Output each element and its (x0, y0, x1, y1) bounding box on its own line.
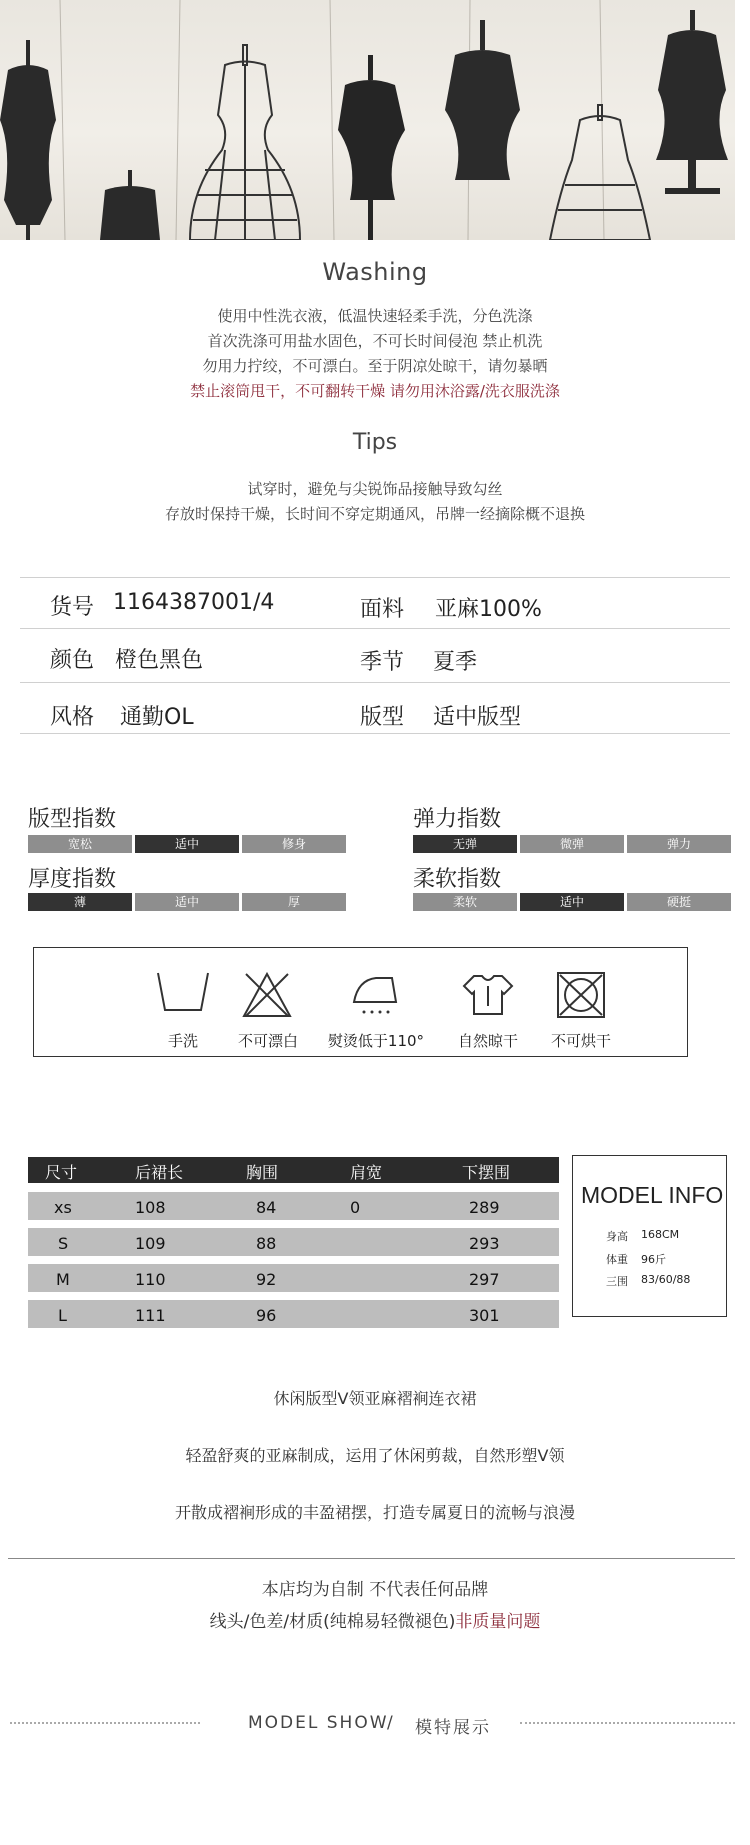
divider (20, 682, 730, 683)
table-cell: M (56, 1270, 70, 1289)
softness-index-option: 适中 (520, 893, 624, 911)
description-line: 开散成褶裥形成的丰盈裙摆，打造专属夏日的流畅与浪漫 (174, 1503, 575, 1522)
washing-warning-line: 禁止滚筒甩干，不可翻转干燥 请勿用沐浴露/洗衣服洗涤 (190, 382, 560, 400)
divider (8, 1558, 735, 1559)
care-label: 手洗 (167, 1032, 198, 1050)
model-weight-label: 体重 (606, 1253, 628, 1266)
color-value: 橙色黑色 (115, 648, 204, 673)
size-col-header: 下摆围 (462, 1163, 511, 1182)
table-row (28, 1300, 559, 1328)
fit-value: 适中版型 (433, 705, 522, 730)
table-cell: 289 (469, 1198, 500, 1217)
size-table-header (28, 1157, 559, 1183)
divider (20, 733, 730, 734)
dotted-divider (520, 1722, 735, 1724)
season-value: 夏季 (433, 650, 478, 675)
elastic-index-option: 无弹 (413, 835, 517, 853)
fit-index-title: 版型指数 (28, 807, 117, 832)
table-cell: 293 (469, 1234, 500, 1253)
care-label: 熨烫低于110° (327, 1032, 425, 1050)
fabric-label: 面料 (360, 597, 405, 622)
table-cell: S (58, 1234, 69, 1253)
fit-index-option: 修身 (242, 835, 346, 853)
color-label: 颜色 (50, 648, 95, 673)
no-bleach-icon (240, 970, 294, 1020)
tips-line: 存放时保持干燥，长时间不穿定期通风，吊牌一经摘除概不退换 (164, 505, 585, 523)
table-cell: 92 (256, 1270, 277, 1289)
table-cell: 0 (350, 1198, 361, 1217)
care-label: 不可烘干 (550, 1032, 611, 1050)
size-col-header: 胸围 (246, 1163, 279, 1182)
table-cell: L (58, 1306, 67, 1325)
dotted-divider (10, 1722, 200, 1724)
brand-notice: 本店均为自制 不代表任何品牌 (261, 1580, 489, 1600)
care-label: 自然晾干 (457, 1032, 518, 1050)
fit-index-option: 宽松 (28, 835, 132, 853)
washing-title: Washing (322, 258, 428, 286)
table-row (28, 1192, 559, 1220)
hand-wash-icon (155, 970, 211, 1016)
tips-line: 试穿时，避免与尖锐饰品接触导致勾丝 (247, 480, 503, 498)
quality-notice-highlight: 非质量问题 (455, 1612, 541, 1632)
model-height-label: 身高 (606, 1230, 628, 1243)
softness-index-option: 硬挺 (627, 893, 731, 911)
hang-dry-icon (460, 972, 516, 1018)
table-cell: xs (54, 1198, 72, 1217)
item-no-label: 货号 (50, 595, 95, 620)
quality-notice-text: 线头/色差/材质(纯棉易轻微褪色) (209, 1612, 456, 1632)
divider (20, 628, 730, 629)
table-cell: 108 (135, 1198, 166, 1217)
table-cell: 297 (469, 1270, 500, 1289)
table-row (28, 1264, 559, 1292)
table-cell: 88 (256, 1234, 277, 1253)
model-measurements-value: 83/60/88 (641, 1273, 691, 1286)
style-label: 风格 (50, 705, 95, 730)
item-no-value: 1164387001/4 (113, 590, 275, 615)
table-cell: 301 (469, 1306, 500, 1325)
mannequin-banner (0, 0, 735, 240)
table-cell: 109 (135, 1234, 166, 1253)
thickness-index-title: 厚度指数 (28, 867, 117, 892)
table-cell: 84 (256, 1198, 277, 1217)
model-show-separator: / (387, 1713, 395, 1733)
product-name: 休闲版型V领亚麻褶裥连衣裙 (273, 1389, 477, 1408)
model-show-title-cn: 模特展示 (415, 1718, 491, 1738)
elastic-index-option: 微弹 (520, 835, 624, 853)
style-value: 通勤OL (120, 705, 194, 730)
model-info-box (572, 1155, 727, 1317)
model-info-title: MODEL INFO (581, 1182, 724, 1208)
season-label: 季节 (360, 650, 405, 675)
softness-index-title: 柔软指数 (413, 867, 502, 892)
model-height-value: 168CM (641, 1228, 680, 1241)
washing-line: 使用中性洗衣液，低温快速轻柔手洗，分色洗涤 (217, 307, 533, 325)
table-cell: 96 (256, 1306, 277, 1325)
fit-label: 版型 (360, 705, 405, 730)
model-measurements-label: 三围 (606, 1275, 628, 1288)
elastic-index-title: 弹力指数 (413, 807, 502, 832)
quality-notice (0, 1607, 750, 1632)
thickness-index-option: 厚 (242, 893, 346, 911)
size-col-header: 后裙长 (135, 1163, 184, 1182)
table-cell: 110 (135, 1270, 166, 1289)
care-label: 不可漂白 (237, 1032, 298, 1050)
thickness-index-option: 适中 (135, 893, 239, 911)
model-weight-value: 96斤 (641, 1253, 666, 1266)
mannequin-illustration (0, 0, 735, 240)
model-show-title-en: MODEL SHOW (248, 1713, 389, 1733)
washing-line: 勿用力拧绞，不可漂白。至于阴凉处晾干，请勿暴晒 (202, 357, 548, 375)
elastic-index-option: 弹力 (627, 835, 731, 853)
table-row (28, 1228, 559, 1256)
table-cell: 111 (135, 1306, 166, 1325)
divider (20, 577, 730, 578)
description-line: 轻盈舒爽的亚麻制成，运用了休闲剪裁，自然形塑V领 (185, 1446, 565, 1465)
size-col-header: 尺寸 (45, 1163, 78, 1182)
size-col-header: 肩宽 (350, 1163, 383, 1182)
fabric-value: 亚麻100% (435, 597, 542, 622)
fit-index-option: 适中 (135, 835, 239, 853)
thickness-index-option: 薄 (28, 893, 132, 911)
washing-line: 首次洗涤可用盐水固色，不可长时间侵泡 禁止机洗 (207, 332, 543, 350)
no-tumble-dry-icon (555, 970, 607, 1020)
softness-index-option: 柔软 (413, 893, 517, 911)
iron-icon (350, 972, 402, 1018)
tips-title: Tips (352, 430, 398, 455)
